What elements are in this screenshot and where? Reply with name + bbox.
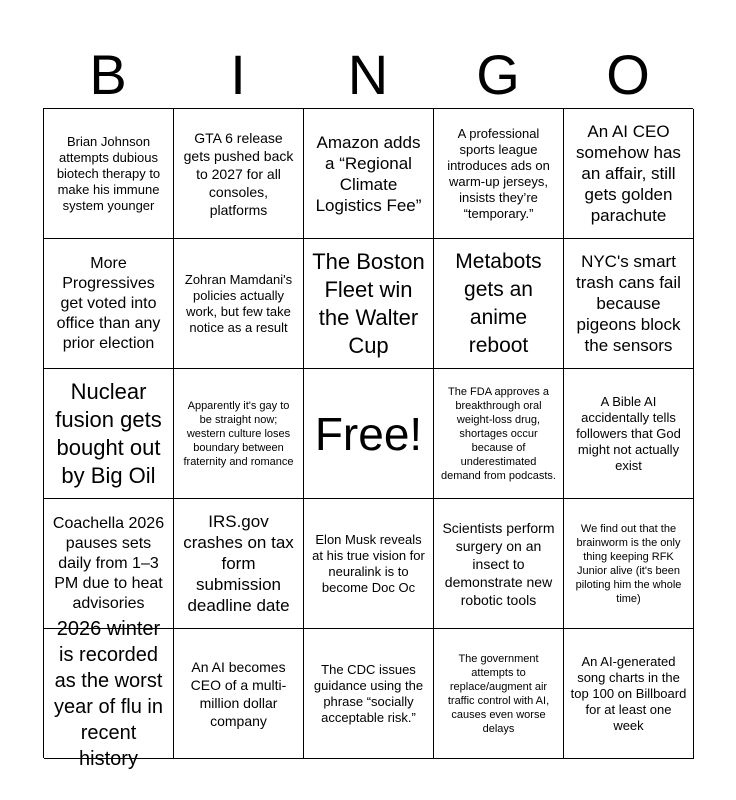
cell-text: An AI CEO somehow has an affair, still gets golden parachute [576, 122, 681, 225]
free-space-text: Free! [314, 407, 423, 460]
bingo-cell [434, 109, 564, 239]
cell-text: The FDA approves a breakthrough oral weight-loss drug, shortages occur because of underestimated demand from podcasts. [441, 385, 556, 482]
cell-text: More Progressives get voted into office than any prior election [56, 254, 161, 352]
bingo-cell [564, 239, 694, 369]
cell-text: An AI becomes CEO of a multi-million dollar company [190, 658, 287, 729]
cell-text: We find out that the brainworm is the only thing keeping RFK Junior alive (it's been piloting him the whole time) [575, 522, 682, 605]
bingo-cell [434, 629, 564, 759]
bingo-header [43, 42, 693, 108]
cell-text: 2026 winter is recorded as the worst year of flu in recent history [54, 617, 163, 770]
bingo-cell [304, 239, 434, 369]
bingo-cell [304, 499, 434, 629]
header-letter-i: I [230, 43, 246, 106]
bingo-cell [44, 239, 174, 369]
cell-text: Elon Musk reveals at his true vision for neuralink is to become Doc Oc [312, 531, 425, 595]
cell-text: IRS.gov crashes on tax form submission deadline date [183, 512, 294, 615]
cell-text: NYC's smart trash cans fail because pigeons block the sensors [576, 252, 681, 355]
bingo-board [43, 108, 693, 770]
bingo-cell [564, 109, 694, 239]
header-letter-b: B [89, 43, 127, 106]
free-space [304, 369, 434, 499]
bingo-cell [174, 629, 304, 759]
cell-text: Coachella 2026 pauses sets daily from 1–3 PM due to heat advisories [52, 514, 165, 612]
bingo-cell [434, 239, 564, 369]
cell-text: Metabots gets an anime reboot [455, 249, 542, 357]
cell-text: A professional sports league introduces ads on warm-up jerseys, insists they’re “temporary.” [447, 125, 550, 221]
cell-text: The Boston Fleet win the Walter Cup [312, 248, 425, 358]
cell-text: Apparently it's gay to be straight now; western culture loses boundary between fraternity and romance [183, 399, 294, 468]
header-letter-g: G [476, 43, 520, 106]
cell-text: The government attempts to replace/augment air traffic control with AI, causes even worse delays [447, 652, 550, 735]
cell-text: Zohran Mamdani's policies actually work, but few take notice as a result [184, 271, 293, 335]
bingo-cell [174, 369, 304, 499]
bingo-cell [174, 239, 304, 369]
header-letter-n: N [347, 43, 389, 106]
cell-text: Scientists perform surgery on an insect to demonstrate new robotic tools [442, 519, 555, 608]
bingo-cell [44, 109, 174, 239]
bingo-cell [174, 109, 304, 239]
cell-text: GTA 6 release gets pushed back to 2027 for all consoles, platforms [183, 129, 294, 218]
cell-text: The CDC issues guidance using the phrase “socially acceptable risk.” [313, 661, 424, 725]
cell-text: A Bible AI accidentally tells followers that God might not actually exist [576, 393, 681, 473]
bingo-cell [304, 629, 434, 759]
bingo-cell [564, 369, 694, 499]
cell-text: Amazon adds a “Regional Climate Logistics Fee” [315, 132, 422, 215]
bingo-cell [434, 369, 564, 499]
bingo-cell [564, 629, 694, 759]
bingo-cell [44, 617, 174, 770]
bingo-cell [564, 499, 694, 629]
bingo-cell [434, 499, 564, 629]
bingo-cell [304, 109, 434, 239]
bingo-cell [44, 369, 174, 499]
cell-text: Brian Johnson attempts dubious biotech therapy to make his immune system younger [56, 133, 161, 213]
bingo-cell [174, 499, 304, 629]
bingo-cell [44, 499, 174, 629]
header-letter-o: O [606, 43, 650, 106]
cell-text: Nuclear fusion gets bought out by Big Oil [55, 378, 162, 488]
cell-text: An AI-generated song charts in the top 100 on Billboard for at least one week [570, 653, 687, 733]
